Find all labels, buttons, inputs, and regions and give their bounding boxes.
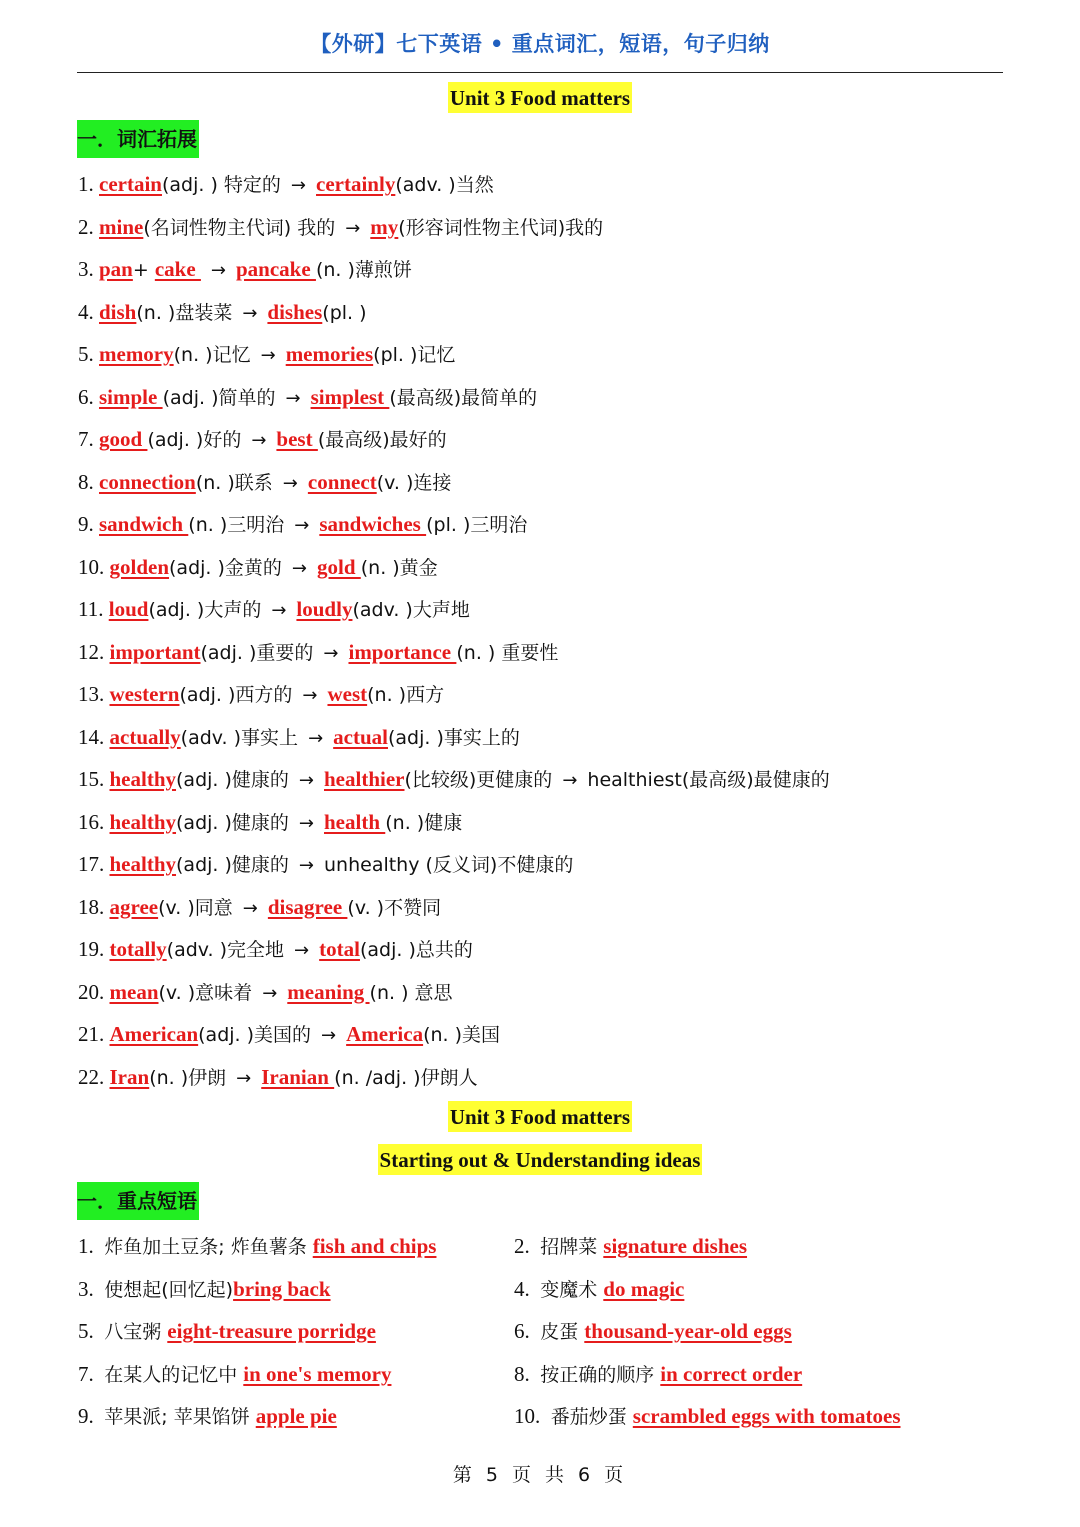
derived-word: simplest (310, 384, 390, 409)
vocab-item (78, 849, 573, 879)
unit-title-2-text: Unit 3 Food matters (448, 1101, 632, 1132)
item-number: 21. (78, 1022, 110, 1046)
item-number: 1. (78, 1234, 105, 1258)
derived-word: total (319, 937, 360, 961)
item-number: 14. (78, 724, 110, 749)
vocab-item (78, 1019, 500, 1049)
arrow-icon: → (262, 982, 278, 1004)
item-number: 6. (514, 1319, 541, 1343)
item-number: 10. (514, 1404, 551, 1428)
item-number: 22. (78, 1064, 110, 1089)
item-number: 9. (78, 512, 99, 536)
arrow-icon: → (282, 472, 298, 494)
derived-meaning: (n. ) 重要性 (456, 641, 559, 664)
vocab-item (78, 637, 558, 667)
vocab-word: healthy (109, 767, 177, 791)
derived-word: Iranian (261, 1064, 335, 1089)
item-number: 13. (78, 682, 110, 706)
arrow-icon: → (285, 387, 301, 409)
derived-word: my (370, 214, 399, 239)
phrase-chinese: 皮蛋 (540, 1321, 585, 1343)
vocab-word: loud (108, 597, 149, 621)
vocab-item (78, 722, 520, 752)
arrow-icon: → (298, 770, 314, 791)
derived-word: sandwiches (319, 512, 427, 536)
unit-title-text: Unit 3 Food matters (448, 82, 632, 113)
phrase-chinese: 变魔术 (540, 1278, 604, 1301)
vocab-word: mine (99, 214, 144, 239)
phrase-english: bring back (233, 1276, 331, 1301)
item-number: 8. (514, 1361, 541, 1386)
vocab-item (78, 807, 462, 837)
vocab-meaning: (n. )盘装菜 (136, 301, 233, 324)
vocab-word: sandwich (99, 512, 189, 536)
header-rule (77, 72, 1003, 73)
vocab-meaning: (adj. )西方的 (179, 684, 293, 706)
vocab-item (78, 297, 367, 327)
phrase-chinese: 炸鱼加土豆条; 炸鱼薯条 (104, 1236, 313, 1258)
vocab-word: pan (99, 257, 133, 281)
arrow-icon: → (210, 260, 226, 281)
derived-meaning: (形容词性物主代词)我的 (398, 216, 604, 239)
vocab-item (78, 382, 537, 412)
item-number: 2. (514, 1234, 541, 1258)
item-number: 16. (78, 809, 110, 834)
vocab-meaning: (adj. )健康的 (176, 769, 289, 791)
vocab-word-b: cake (154, 257, 201, 281)
vocab-word: memory (99, 342, 174, 366)
vocab-item (78, 679, 444, 709)
arrow-icon: → (323, 642, 339, 664)
vocab-word: western (109, 682, 180, 706)
derived-meaning: (pl. )三明治 (426, 514, 528, 536)
derived-meaning: (比较级)更健康的 (404, 769, 553, 791)
vocab-item (78, 254, 412, 284)
vocab-item (78, 934, 473, 964)
phrase-item (78, 1316, 376, 1346)
phrase-english: signature dishes (603, 1234, 748, 1258)
unit-title-2 (0, 1105, 1080, 1130)
vocab-meaning: (n. )联系 (195, 471, 273, 494)
item-number: 19. (78, 937, 110, 961)
item-number: 5. (78, 342, 99, 366)
derived-word: loudly (296, 597, 353, 621)
document-header: 【外研】七下英语 • 重点词汇，短语，句子归纳 (310, 32, 770, 56)
phrase-english: apple pie (255, 1404, 337, 1428)
derived-meaning: (n. )薄煎饼 (315, 259, 412, 281)
phrase-chinese: 番茄炒蛋 (550, 1406, 633, 1428)
item-number: 5. (78, 1319, 105, 1343)
item-number: 15. (78, 767, 110, 791)
item-number: 8. (78, 469, 99, 494)
derived-plain: unhealthy (反义词)不健康的 (324, 854, 574, 876)
phrase-english: eight-treasure porridge (167, 1319, 376, 1343)
item-number: 20. (78, 979, 110, 1004)
vocab-item (78, 509, 527, 539)
derived-meaning: (adj. )事实上的 (387, 726, 520, 749)
vocab-item (78, 552, 438, 582)
derived-meaning: (pl. )记忆 (373, 344, 456, 366)
vocab-word: actually (109, 724, 181, 749)
item-number: 1. (78, 172, 99, 196)
arrow-icon: → (302, 685, 318, 706)
derived-meaning: (v. )连接 (376, 471, 452, 494)
vocab-word: mean (109, 979, 159, 1004)
phrase-english: in correct order (660, 1361, 803, 1386)
vocab-word: agree (109, 894, 159, 919)
arrow-icon: → (242, 897, 258, 919)
derived-plain: healthiest(最高级)最健康的 (587, 769, 830, 791)
arrow-icon: → (345, 217, 361, 239)
derived-meaning: (n. )健康 (385, 811, 463, 834)
derived-word: healthier (324, 767, 405, 791)
phrase-chinese: 使想起(回忆起) (104, 1278, 234, 1301)
derived-meaning: (n. ) 意思 (369, 981, 453, 1004)
vocab-word: good (99, 427, 148, 451)
vocab-meaning: (n. )记忆 (173, 344, 251, 366)
vocab-meaning: (v. )意味着 (158, 981, 253, 1004)
phrase-item (78, 1231, 436, 1261)
derived-meaning: (最高级)最简单的 (389, 386, 538, 409)
vocab-meaning: (adj. )健康的 (176, 811, 289, 834)
derived-word: pancake (236, 257, 316, 281)
vocab-word: Iran (109, 1064, 150, 1089)
phrase-item (514, 1274, 684, 1304)
phrase-english: in one's memory (243, 1361, 392, 1386)
item-number: 12. (78, 639, 110, 664)
vocab-meaning: (adj. )美国的 (198, 1024, 312, 1046)
derived-word: gold (317, 554, 361, 579)
vocab-meaning: (adj. )金黄的 (169, 556, 282, 579)
vocab-item (78, 467, 451, 497)
phrase-item (78, 1401, 337, 1431)
vocab-word: dish (99, 299, 137, 324)
phrase-english: scrambled eggs with tomatoes (632, 1404, 901, 1428)
vocab-word: American (109, 1022, 199, 1046)
vocab-word: important (109, 639, 201, 664)
arrow-icon: → (291, 557, 307, 579)
phrase-chinese: 八宝粥 (104, 1321, 168, 1343)
arrow-icon: → (260, 345, 276, 366)
phrase-chinese: 苹果派; 苹果馅饼 (104, 1406, 256, 1428)
derived-meaning: (adj. )总共的 (359, 939, 473, 961)
arrow-icon: → (236, 1067, 252, 1089)
phrase-section-heading: 一．重点短语 (77, 1182, 199, 1220)
derived-meaning: (adv. )大声地 (352, 599, 470, 621)
item-number: 6. (78, 384, 99, 409)
derived-meaning: (n. )美国 (423, 1024, 501, 1046)
vocab-word: certain (99, 172, 162, 196)
item-number: 10. (78, 554, 110, 579)
derived-word: disagree (267, 894, 348, 919)
derived-meaning: (v. )不赞同 (347, 896, 442, 919)
arrow-icon: → (562, 770, 578, 791)
vocab-word: simple (99, 384, 163, 409)
vocab-item (78, 1062, 478, 1092)
phrase-english: do magic (603, 1276, 685, 1301)
unit-title (0, 86, 1080, 111)
derived-word: dishes (267, 299, 323, 324)
arrow-icon: → (298, 812, 314, 834)
vocab-meaning: (adj. ) 特定的 (161, 174, 281, 196)
phrase-chinese: 在某人的记忆中 (104, 1363, 244, 1386)
phrase-item (514, 1401, 901, 1431)
phrase-item (514, 1231, 747, 1261)
vocab-meaning: (n. )伊朗 (149, 1066, 227, 1089)
sub-title (0, 1148, 1080, 1173)
vocab-item (78, 977, 453, 1007)
item-number: 7. (78, 427, 99, 451)
vocab-item (78, 594, 470, 624)
arrow-icon: → (298, 855, 314, 876)
item-number: 9. (78, 1404, 105, 1428)
derived-word: actual (333, 724, 388, 749)
derived-word: America (346, 1022, 424, 1046)
derived-word: certainly (316, 172, 396, 196)
arrow-icon: → (294, 515, 310, 536)
item-number: 17. (78, 852, 110, 876)
page-footer: 第 5 页 共 6 页 (452, 1464, 628, 1486)
phrase-item (514, 1359, 802, 1389)
vocab-meaning: (v. )同意 (158, 896, 233, 919)
vocab-word: totally (109, 937, 167, 961)
derived-word: memories (285, 342, 374, 366)
derived-word: health (324, 809, 386, 834)
arrow-icon: → (321, 1025, 337, 1046)
vocab-meaning: (adj. )好的 (147, 429, 242, 451)
vocab-item (78, 212, 603, 242)
vocab-item (78, 892, 441, 922)
derived-word: west (327, 682, 368, 706)
vocab-item (78, 169, 494, 199)
item-number: 18. (78, 894, 110, 919)
vocab-meaning: + (132, 259, 155, 281)
arrow-icon: → (308, 727, 324, 749)
vocab-meaning: (adj. )大声的 (148, 599, 262, 621)
item-number: 3. (78, 1276, 105, 1301)
derived-word: connect (307, 469, 377, 494)
vocab-word: connection (99, 469, 196, 494)
derived-meaning: (n. )黄金 (360, 556, 438, 579)
vocab-meaning: (n. )三明治 (188, 514, 285, 536)
item-number: 2. (78, 214, 99, 239)
vocab-meaning: (adv. )事实上 (180, 726, 299, 749)
vocab-item (78, 424, 447, 454)
phrase-item (78, 1359, 391, 1389)
vocab-word: golden (109, 554, 170, 579)
phrase-english: thousand-year-old eggs (584, 1319, 792, 1343)
derived-meaning: (最高级)最好的 (317, 429, 447, 451)
vocab-item (78, 764, 830, 794)
sub-title-text: Starting out & Understanding ideas (378, 1144, 703, 1175)
phrase-item (514, 1316, 792, 1346)
phrase-chinese: 招牌菜 (540, 1236, 604, 1258)
vocab-word: healthy (109, 852, 177, 876)
item-number: 3. (78, 257, 99, 281)
derived-meaning: (adv. )当然 (395, 174, 494, 196)
derived-meaning: (n. )西方 (367, 684, 445, 706)
arrow-icon: → (242, 302, 258, 324)
phrase-chinese: 按正确的顺序 (540, 1363, 661, 1386)
arrow-icon: → (251, 430, 267, 451)
derived-word: best (276, 427, 318, 451)
vocab-section-heading: 一．词汇拓展 (77, 120, 199, 158)
phrase-item (78, 1274, 331, 1304)
derived-word: meaning (287, 979, 370, 1004)
vocab-meaning: (adj. )简单的 (162, 386, 276, 409)
derived-word: importance (348, 639, 457, 664)
arrow-icon: → (294, 940, 310, 961)
phrase-english: fish and chips (312, 1234, 437, 1258)
vocab-meaning: (adv. )完全地 (166, 939, 285, 961)
arrow-icon: → (271, 600, 287, 621)
vocab-meaning: (名词性物主代词) 我的 (143, 216, 336, 239)
item-number: 7. (78, 1361, 105, 1386)
item-number: 4. (78, 299, 99, 324)
item-number: 11. (78, 597, 109, 621)
vocab-word: healthy (109, 809, 177, 834)
item-number: 4. (514, 1276, 541, 1301)
derived-meaning: (pl. ) (322, 301, 367, 324)
vocab-item (78, 339, 455, 369)
arrow-icon: → (290, 175, 307, 196)
vocab-meaning: (adj. )健康的 (176, 854, 289, 876)
derived-meaning: (n. /adj. )伊朗人 (334, 1066, 478, 1089)
vocab-meaning: (adj. )重要的 (200, 641, 314, 664)
